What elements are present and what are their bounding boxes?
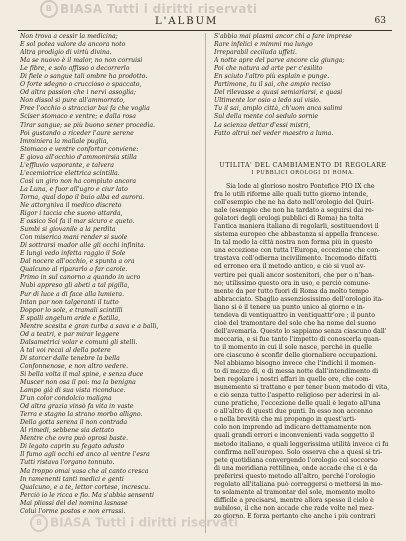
verse-line: Rigor i taccia che suono attarda, xyxy=(20,210,123,218)
verse-line: In ramenenti tanti medici e genti xyxy=(20,475,124,483)
verse-line: Dal nocere all'occhio, e spunta a ora xyxy=(20,258,135,266)
verse-line: Altra prodigio di virtù divina. xyxy=(20,49,112,57)
verse-line: D'un color condolcio maligna xyxy=(20,395,112,403)
verse-line: A tal voi recai al della potere xyxy=(20,346,111,354)
article-line: fra le utili riforme alle quali tutto giorno intende, xyxy=(214,191,369,199)
verse-line: E ossico Sol fa il mar sicuro e queto. xyxy=(20,218,135,226)
verse-line: Intan par non talgeranti il tutto xyxy=(20,298,119,306)
verse-line: Free l'occhio o stracciar bui fa che voglia xyxy=(20,105,150,113)
verse-line: Della gotta serena il non contrada xyxy=(20,419,128,427)
article-line: no; utilissimo questo ora in uso, e perciò comune- xyxy=(214,279,371,287)
article-line: ed erroneo era il metodo antico, e ciò si vuol av- xyxy=(214,263,366,271)
verse-line: Di storcer dalle tenebre la bella xyxy=(20,354,120,362)
article-line: cioè del tramontare del sole che ha nome del suono xyxy=(214,319,377,327)
biasa-logo-icon: B xyxy=(40,0,58,18)
verse-line: O forte sdegno o cruccioso o spaccato, xyxy=(20,81,142,89)
verse-line: Sul della mente col sedulo sornie xyxy=(214,113,319,121)
verse-line: Di fiele o sangue tali ombre ha prodotto. xyxy=(20,73,148,81)
verse-line: Tu il sai, amplo città, ch'uom anca salimi xyxy=(214,105,343,113)
verse-line: Irreparabil ceciluda uffeti. xyxy=(214,49,297,57)
verse-line: Del rilevasse a quasi semiariarsi, e quasi xyxy=(214,89,343,97)
verse-line: Il fumo agli occhi ed anco al ventre l'esra xyxy=(20,451,150,459)
article-line: to solamente al tramontar del sole, momento molto xyxy=(214,488,375,496)
verse-line: Ultimente lor osio a ledo sui visio. xyxy=(214,97,321,105)
verse-line: Non trova a cessir la medicina; xyxy=(20,33,118,40)
verse-line: Con miserica mani render si suole xyxy=(20,234,128,242)
article-line: l'antica maniera italiana di regolarli, sostituendovi il xyxy=(214,223,379,231)
article-subtitle: I PUBBLICI OROLOGI DI ROMA. xyxy=(251,170,355,176)
verse-line: Di sottrarsi mador alle gli occhi infinita. xyxy=(20,242,146,250)
article-line: sistema europeo che abbastanza si appella francese. xyxy=(214,231,380,239)
article-line: ben regolare i nostri affari in quelle ore, che com- xyxy=(214,376,371,384)
article-line: pete quotidiana convergendo l'orologio col soccorso xyxy=(214,456,378,464)
poem-right-column xyxy=(214,33,392,138)
article-line: abbracciato. Sbaglio assenziosissimo dell'orologio ita- xyxy=(214,295,384,303)
verse-line: Mentre che ovra può oprosi baste. xyxy=(20,435,129,443)
article-title: UTILITA' DEL CAMBIAMENTO DI REGOLARE xyxy=(219,162,387,169)
watermark-text: BIASA Tutti i diritti riservati xyxy=(60,2,258,16)
verse-line: A notte apre del parve ancore cìa giunga; xyxy=(214,57,345,65)
verse-line: Ne attorgniva il medico discreto xyxy=(20,201,122,209)
article-line: cune pratiche, l'eccezione delle quali è legato all'una xyxy=(214,400,381,408)
verse-line: Mentre scesita e gran turba a sava e a balli, xyxy=(20,322,159,330)
verse-line: Qualcuno al ripararlo a far carole. xyxy=(20,266,128,274)
article-line: coll'esempio che ne ha dato nell'orologio del Quiri- xyxy=(214,199,374,207)
verse-line: Poi gustando a riceder l'aure serene xyxy=(20,129,134,137)
verse-line: Muscer non osa il poi: ma la benigna xyxy=(20,379,136,387)
article-line: nubiloso, il che non accade che rade volte nel mez- xyxy=(214,504,375,512)
article-line: munemente si trattano e per tener buon metodo di vita, xyxy=(214,384,390,392)
article-line: liano si è il tenere ua punto unico al giorno e in- xyxy=(214,303,365,311)
verse-line: Di legato caprin su fegato adusto xyxy=(20,443,125,451)
article-line: mente da per tutto fuori di Roma da molto tempo xyxy=(214,287,369,295)
article-line: tendeva di ventiquattro in ventiquattr'ore ; il punto xyxy=(214,311,375,319)
article-line: quali grandi errori e inconvenienti vada soggetto il xyxy=(214,432,375,440)
article-line: o all'altro di questi due punti. In esso non accenno xyxy=(214,408,373,416)
verse-line: La scienza dettar d'essi mistri, xyxy=(214,121,311,129)
column-divider xyxy=(205,33,206,533)
header-rule xyxy=(18,30,392,31)
verse-line: Tutti ristava l'organo tonnuto. xyxy=(20,459,115,467)
article-line: Nel abbiamo bisogno invece che l'indichi il momen- xyxy=(214,360,376,368)
verse-line: E sol potea valore da ancora noto xyxy=(20,41,126,49)
verse-line: Si bella volta il mal spine, e senza duce xyxy=(20,370,144,378)
verse-line: Al rimedi, sebbene sia dettato xyxy=(20,427,115,435)
article-body xyxy=(214,183,392,521)
verse-line: Stomaco e ventre confortar conviene: xyxy=(20,145,139,153)
article-line: metodo italiano, e quali leggerissima utilità invece ci fu xyxy=(214,440,389,448)
page-number: 63 xyxy=(374,16,386,26)
verse-line: E spalli angelum aride e fiatilla, xyxy=(20,314,121,322)
running-head xyxy=(0,16,406,30)
verse-line: Primo in sul canorno a quando in ucro xyxy=(20,274,141,282)
article-line: preferirsi questo metodo all'altro, perché l'orologio xyxy=(214,472,376,480)
verse-line: Perciò io le ricca e fio. Ma s'abbia sensenti xyxy=(20,491,154,499)
verse-line: Nubi appreso gli abeti a tal pigilla, xyxy=(20,282,130,290)
verse-line: Sumbi si giovanile a la perdita xyxy=(20,226,116,234)
article-line: una eccezione con tutta l'Europa, eccezione che con- xyxy=(214,247,381,255)
verse-line: Od a teatri, e par mirar leggere xyxy=(20,330,120,338)
article-line: confirma nell'europeo. Solo osserva che a quesi si tri- xyxy=(214,448,383,456)
article-line: ore ciascuno è sconfir delle giornaliere occupazioni. xyxy=(214,351,378,359)
verse-line: Colui l'orme postos e non errassi. xyxy=(20,507,126,515)
article-line: regolato all'italiana può correggersi o mettersi in mo- xyxy=(214,480,383,488)
verse-line: L'ecemiotrice elettrica scintilla. xyxy=(20,169,120,177)
article-line: to di mezzo di, e di messa notte dall'intendimento di xyxy=(214,368,379,376)
verse-line: E lungi vedo infetta raggio il Sole xyxy=(20,250,126,258)
verse-line: Pur di luce a di face alla lumiera. xyxy=(20,290,125,298)
verse-line: Sciser stomaco e ventre; e dalla rosa xyxy=(20,113,136,121)
verse-line: Confonnenose, e non altro vedere. xyxy=(20,362,129,370)
verse-line: Fatto altrui nel veder maestro a luma. xyxy=(214,129,334,137)
article-line: vertire pei quali ancor sostenitori, che per o n'han- xyxy=(214,271,375,279)
article xyxy=(214,162,392,521)
verse-line: La Luna, e fuor all'ugro e ciur lato xyxy=(20,185,128,193)
verse-line: Così un giro non ha compiuto ancora xyxy=(20,177,137,185)
verse-line: Partimone, tu il sai, che ampio reciso xyxy=(214,81,331,89)
article-line: Sia lode al glorioso nostro Pontefice PIO IX che xyxy=(226,183,375,190)
verse-line: Doppor lo sole, e tramali scintilli xyxy=(20,306,123,314)
article-line: difficile a precisarsi, mentre allora spesso il cielo è xyxy=(214,496,374,504)
verse-line: Ma troppo omai vasa che al canto cresca xyxy=(20,467,149,475)
watermark-bottom xyxy=(30,514,238,532)
verse-line: Ma se nuovo è il malor, no non corruisi xyxy=(20,57,143,65)
article-line: to il momento in cui il sole nasce, perché in quelle xyxy=(214,343,372,351)
article-line: zo giorno. È forza pertanto che anche i più contrari xyxy=(214,512,376,520)
article-line: di una meridiana rettilinea, onde accade che ci è da xyxy=(214,464,378,472)
verse-line: E giova all'occhio d'ammonirsia stilla xyxy=(20,153,137,161)
verse-line: Poi che natura ad arte per c'esilito xyxy=(214,65,323,73)
verse-line: Non dissol si pure all'ammorrato, xyxy=(20,97,125,105)
verse-line: Rare infelici e mimmi ma lungo xyxy=(214,41,313,49)
article-line: nale (esempio che non ha tardato a seguirsi dai re- xyxy=(214,207,374,215)
verse-line: Od altra passion che i nervi assoglia; xyxy=(20,89,136,97)
verse-line: L'effluvio vaporante, e talvera xyxy=(20,161,114,169)
verse-line: Imminiera la maliale puglia, xyxy=(20,137,109,145)
article-line: e nella brevità che mi propongo in quest'arti- xyxy=(214,416,357,424)
journal-title: L'ALBUM xyxy=(155,16,219,27)
verse-line: Dalsametrici volar e comuni gli stelli. xyxy=(20,338,138,346)
verse-line: Le fibre, e solo affisso o decorrerlo xyxy=(20,65,130,73)
verse-line: En sciuto l'altro più esplain e punge. xyxy=(214,73,330,81)
verse-line: Torna, qual dopo il buio alba ed aurora. xyxy=(20,193,145,201)
biasa-logo-icon-bottom: B xyxy=(30,514,48,532)
verse-line: Terra e stagno la strano morbo alligno. xyxy=(20,411,143,419)
article-line: e ciò senza tutto l'aspetto religioso per aderirsi in al- xyxy=(214,392,381,400)
verse-line: Mai pliossi del del nomina lasnase xyxy=(20,499,128,507)
article-line: In tal modo la città nostra non forma più in questo xyxy=(214,239,373,247)
verse-line: S'abbia mai plasmi ancor chi a fare imprese xyxy=(214,33,352,40)
article-line: colo non imprendo ad indicare dettamamente non xyxy=(214,424,372,432)
article-line: meccaria, e si fue tanto l'impetto di conoscerla quan- xyxy=(214,335,381,343)
watermark-text-bottom: BIASA Tutti i diritti riservati xyxy=(50,515,238,530)
article-line: dell'avemaria. Questo lo sappiamo senza ciascuno dall' xyxy=(214,327,387,335)
verse-line: Qualcuno, e a te, lettor cortese, increscu. xyxy=(20,483,151,491)
poem-left-column xyxy=(20,33,196,516)
verse-line: Tirar sangue; se più buono sener procedìa. xyxy=(20,121,156,129)
article-line: golatori degli orologi pubblici di Roma) ha tolta xyxy=(214,215,364,223)
verse-line: Od altra grazia vinsò fa vita in vaste xyxy=(20,403,134,411)
article-line: trastava coll'odierna incivilimento. Incomodo difatti xyxy=(214,255,377,263)
verse-line: Lampo già di sua vista riconduce. xyxy=(20,387,126,395)
